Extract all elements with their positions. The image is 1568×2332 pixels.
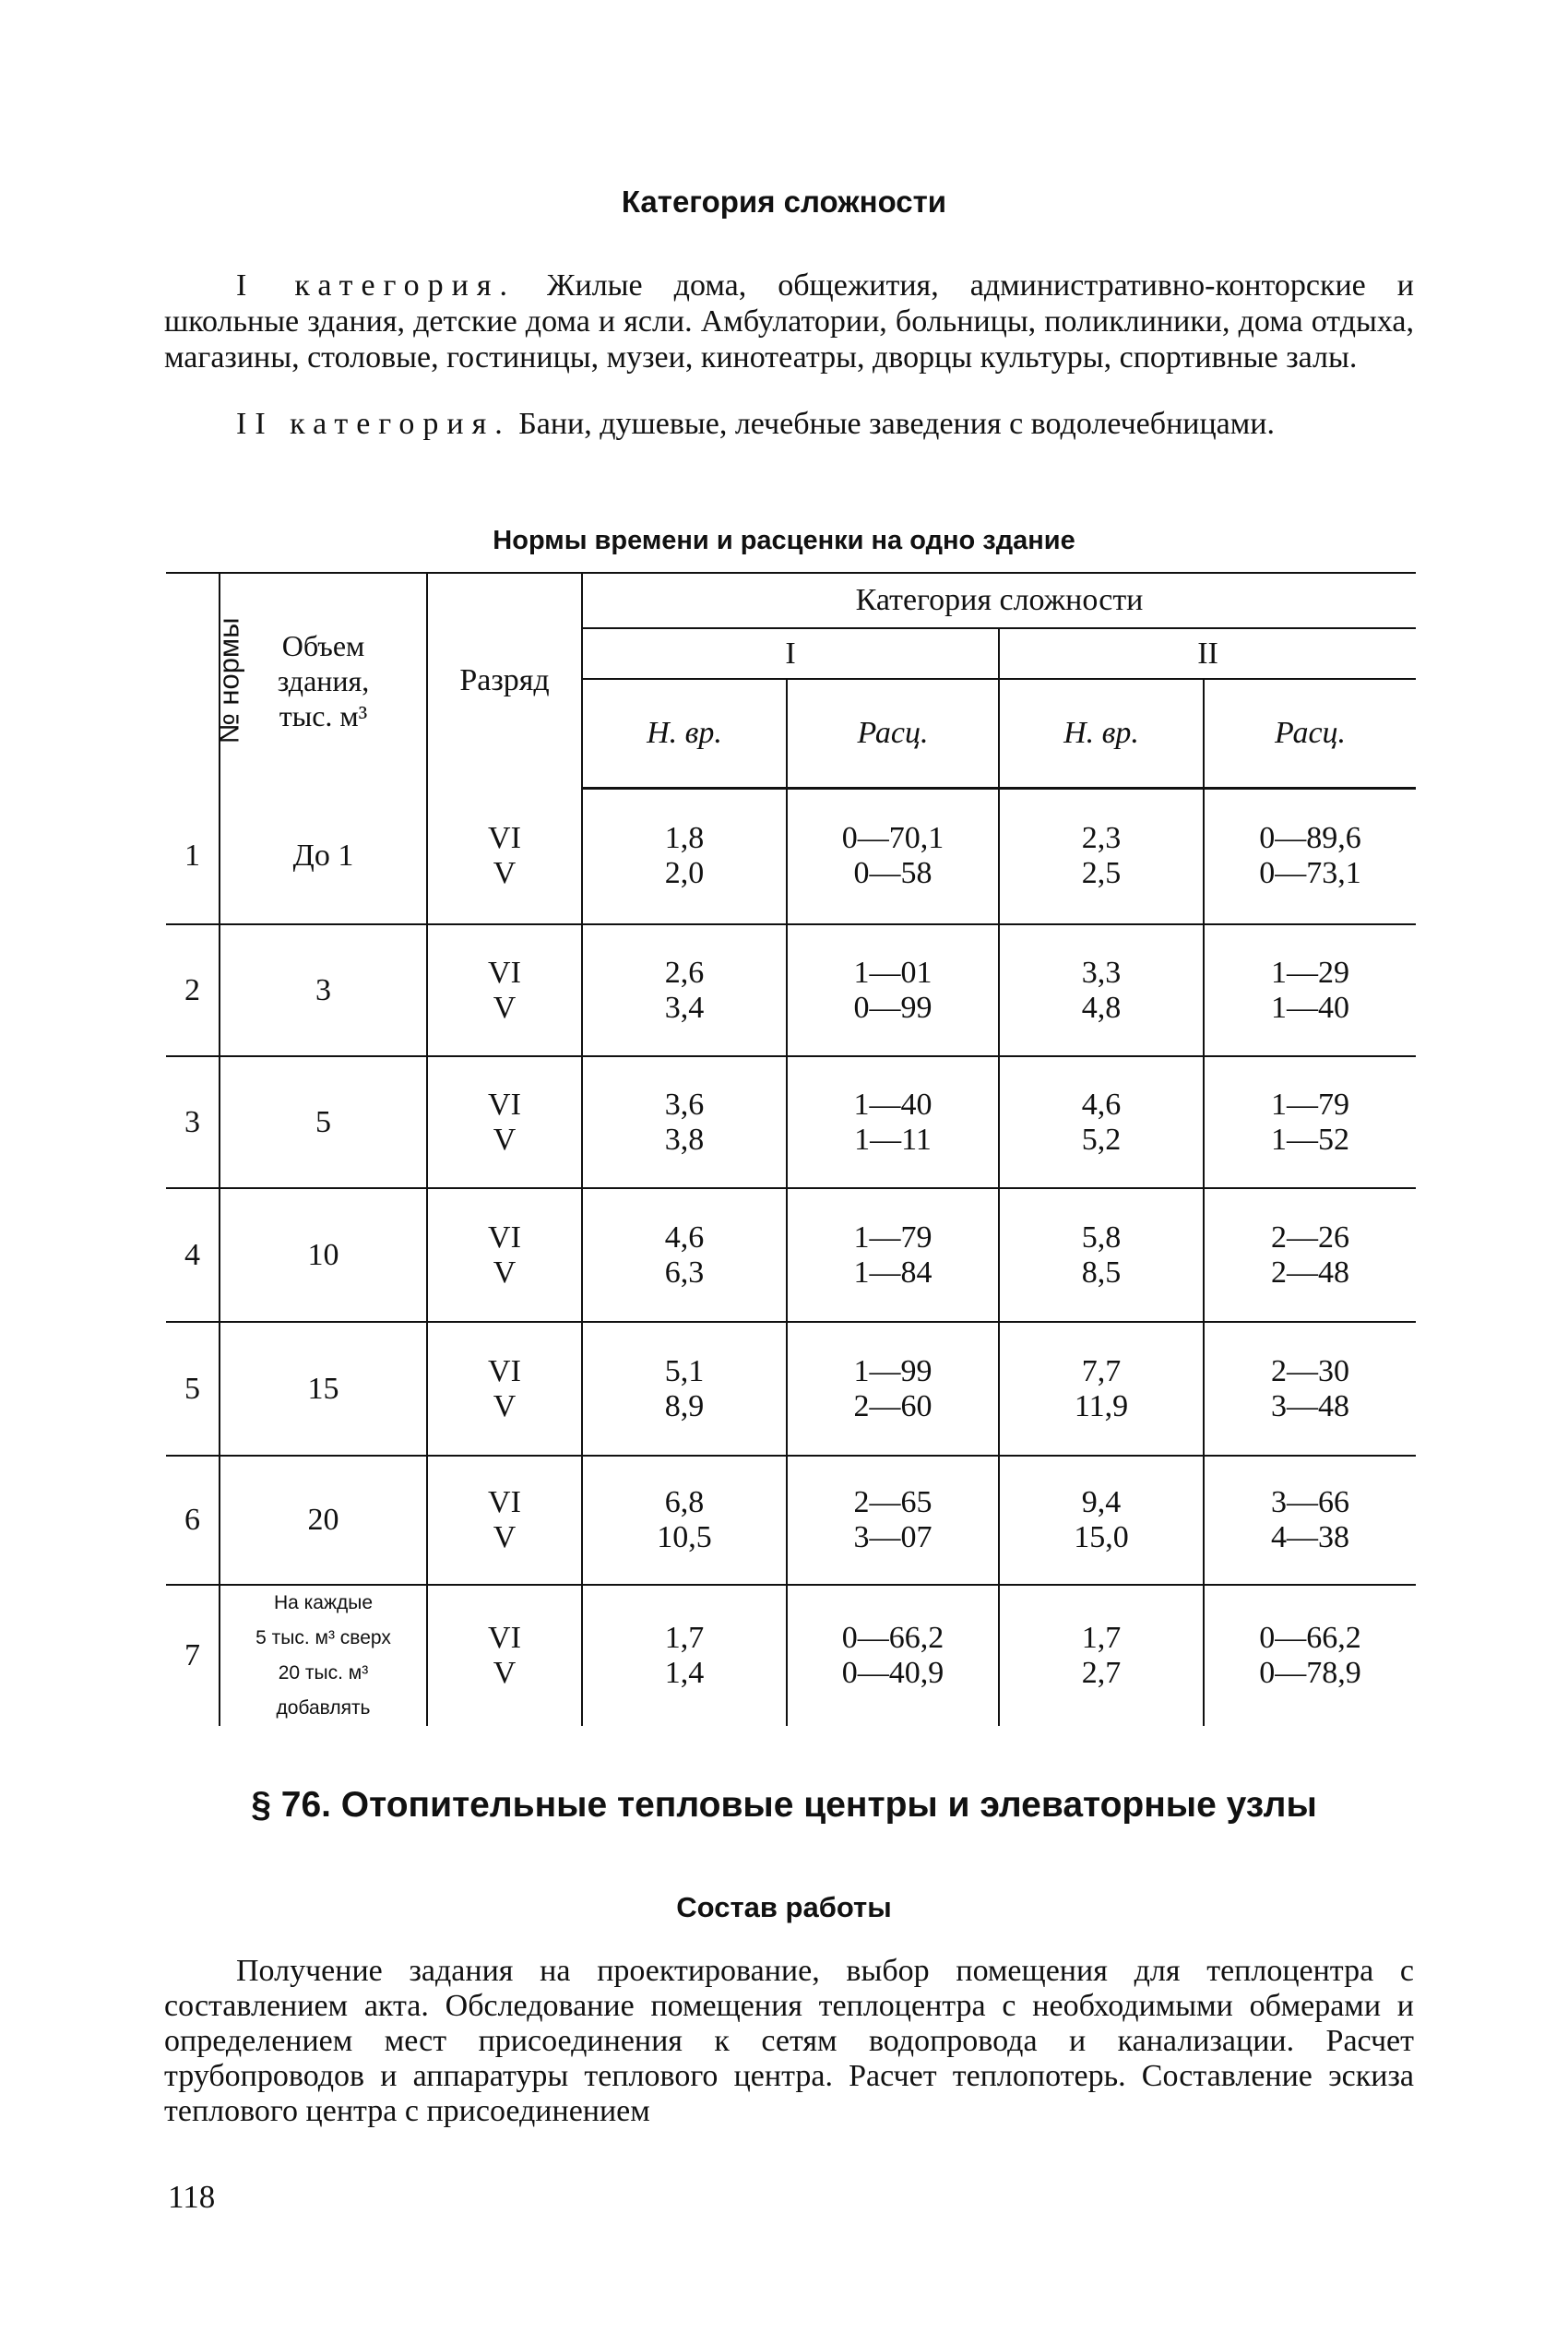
row-time-1: 6,8 10,5: [582, 1456, 787, 1585]
row-grade: VI V: [427, 1322, 582, 1456]
row-rate-1: 2—65 3—07: [787, 1456, 999, 1585]
row-grade: VI V: [427, 1188, 582, 1322]
category-heading: Категория сложности: [621, 184, 947, 219]
table-row: [166, 1456, 1416, 1585]
row-volume: До 1: [220, 788, 427, 924]
row-grade: VI V: [427, 788, 582, 924]
row-rate-1: 1—40 1—11: [787, 1056, 999, 1188]
row-grade: VI V: [427, 1056, 582, 1188]
row-rate-2: 0—89,6 0—73,1: [1204, 788, 1416, 924]
header-norm-number: № нормы: [166, 573, 220, 788]
table-title: Нормы времени и расценки на одно здание: [493, 526, 1075, 555]
row-time-2: 2,3 2,5: [999, 788, 1204, 924]
section-paragraph: Получение задания на проектирование, выбор помещения для теплоцентра с составлением акта. Обследование помещения теплоцентра с необходимыми обмерами и определением мест присоединения к сетям водопровода и канализации. Расчет трубопроводов и аппаратуры теплового центра. Расчет теплопотерь. Составление эскиза теплового центра с присоединением: [164, 1954, 1414, 2128]
category-1-text: Жилые дома, общежития, административно-конторские и школьные здания, детские дома и ясли. Амбулатории, больницы, поликлиники, дома отдыха, магазины, столовые, гостиницы, музеи, кинотеатры, дворцы культуры, спортивные залы.: [164, 268, 1414, 375]
row-rate-2: 1—29 1—40: [1204, 924, 1416, 1056]
row-time-2: 4,6 5,2: [999, 1056, 1204, 1188]
row-volume: 3: [220, 924, 427, 1056]
header-rate-1: Расц.: [787, 679, 999, 788]
row-volume: 5: [220, 1056, 427, 1188]
row-time-1: 3,6 3,8: [582, 1056, 787, 1188]
row-number: 5: [166, 1322, 220, 1456]
row-time-2: 3,3 4,8: [999, 924, 1204, 1056]
header-rate-2: Расц.: [1204, 679, 1416, 788]
row-rate-1: 0—66,2 0—40,9: [787, 1585, 999, 1726]
table-row: [166, 924, 1416, 1056]
row-number: 4: [166, 1188, 220, 1322]
row-time-1: 4,6 6,3: [582, 1188, 787, 1322]
header-category: Категория сложности: [582, 573, 1416, 628]
category-1-paragraph: [164, 268, 1414, 375]
row-time-2: 1,7 2,7: [999, 1585, 1204, 1726]
row-grade: VI V: [427, 924, 582, 1056]
table-row: [166, 1056, 1416, 1188]
table-row: [166, 1322, 1416, 1456]
page-number: 118: [168, 2179, 216, 2215]
row-grade: VI V: [427, 1456, 582, 1585]
table-row: [166, 788, 1416, 924]
row-rate-1: 1—99 2—60: [787, 1322, 999, 1456]
row-rate-1: 1—01 0—99: [787, 924, 999, 1056]
row-volume: На каждые 5 тыс. м³ сверх 20 тыс. м³ добавлять: [220, 1585, 427, 1726]
row-time-1: 1,7 1,4: [582, 1585, 787, 1726]
section-heading: § 76. Отопительные тепловые центры и элеваторные узлы: [251, 1785, 1317, 1825]
row-time-2: 7,7 11,9: [999, 1322, 1204, 1456]
row-rate-1: 1—79 1—84: [787, 1188, 999, 1322]
table-row: [166, 1188, 1416, 1322]
row-grade: VI V: [427, 1585, 582, 1726]
header-volume: Объем здания, тыс. м³: [220, 573, 427, 788]
row-rate-2: 0—66,2 0—78,9: [1204, 1585, 1416, 1726]
category-1-lead: I категория.: [236, 268, 516, 303]
row-time-2: 9,4 15,0: [999, 1456, 1204, 1585]
row-time-1: 5,1 8,9: [582, 1322, 787, 1456]
row-number: 7: [166, 1585, 220, 1726]
category-2-lead: II категория.: [236, 407, 511, 441]
category-2-paragraph: [164, 406, 1414, 442]
row-rate-2: 2—30 3—48: [1204, 1322, 1416, 1456]
row-volume: 15: [220, 1322, 427, 1456]
header-category-2: II: [999, 628, 1416, 679]
norms-table: [166, 572, 1416, 1726]
row-volume: 10: [220, 1188, 427, 1322]
row-rate-2: 2—26 2—48: [1204, 1188, 1416, 1322]
row-number: 3: [166, 1056, 220, 1188]
row-time-2: 5,8 8,5: [999, 1188, 1204, 1322]
category-2-text: Бани, душевые, лечебные заведения с водолечебницами.: [510, 407, 1275, 441]
row-rate-2: 1—79 1—52: [1204, 1056, 1416, 1188]
row-number: 1: [166, 788, 220, 924]
row-number: 6: [166, 1456, 220, 1585]
table-row: [166, 1585, 1416, 1726]
header-time-2: Н. вр.: [999, 679, 1204, 788]
row-time-1: 2,6 3,4: [582, 924, 787, 1056]
row-rate-2: 3—66 4—38: [1204, 1456, 1416, 1585]
row-rate-1: 0—70,1 0—58: [787, 788, 999, 924]
header-grade: Разряд: [427, 573, 582, 788]
row-volume: 20: [220, 1456, 427, 1585]
row-time-1: 1,8 2,0: [582, 788, 787, 924]
header-time-1: Н. вр.: [582, 679, 787, 788]
row-number: 2: [166, 924, 220, 1056]
header-category-1: I: [582, 628, 999, 679]
section-subheading: Состав работы: [676, 1891, 892, 1923]
